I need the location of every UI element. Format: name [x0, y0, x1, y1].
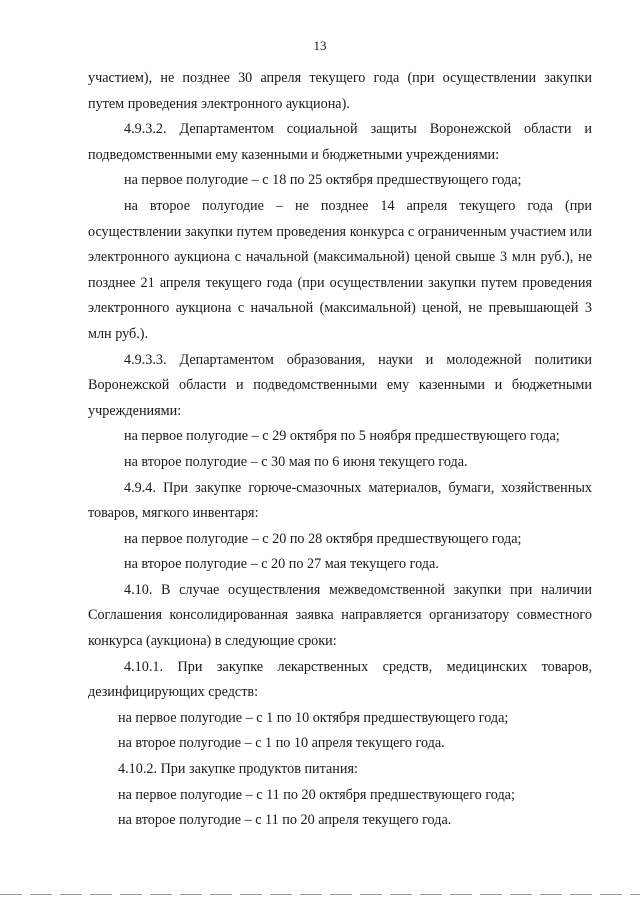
- clause-4-10-1-second-half: на второе полугодие – с 1 по 10 апреля текущего года.: [118, 735, 445, 752]
- clause-4-10-2-first-half: на первое полугодие – с 11 по 20 октября предшествующего года;: [118, 786, 515, 803]
- scan-edge-divider: [0, 894, 640, 895]
- clause-4-9-3-2-second-half: на второе полугодие – не позднее 14 апреля текущего года (при осуществлении закупки путем проведения конкурса с ограниченным участием или электронного аукциона с начальной (максимальной) ценой свыше 3 млн руб.), не позднее 21 апреля текущего года (при осуществлении закупки путем проведения электронного аукциона с начальной (максимальной) ценой, не превышающей 3 млн руб.).: [88, 197, 592, 342]
- clause-4-9-4-first-half: на первое полугодие – с 20 по 28 октября предшествующего года;: [124, 530, 522, 547]
- document-body: [88, 66, 592, 834]
- paragraph-continuation-line-1: участием), не позднее 30 апреля текущего года (при осуществлении закупки: [88, 70, 592, 86]
- clause-4-10-1-first-half: на первое полугодие – с 1 по 10 октября предшествующего года;: [118, 709, 509, 726]
- clause-4-9-3-3: 4.9.3.3. Департаментом образования, науки и молодежной политики Воронежской области и подведомственными ему казенными и бюджетными учреждениями:: [88, 351, 592, 419]
- clause-4-9-3-2-line-2: подведомственными ему казенными и бюджетными учреждениями:: [88, 146, 500, 163]
- clause-4-10-1: 4.10.1. При закупке лекарственных средств, медицинских товаров, дезинфицирующих средств:: [88, 658, 592, 701]
- clause-4-9-3-2-line-1: 4.9.3.2. Департаментом социальной защиты Воронежской области и: [124, 121, 592, 138]
- clause-4-9-4-second-half: на второе полугодие – с 20 по 27 мая текущего года.: [124, 556, 439, 573]
- paragraph-continuation-line-2: путем проведения электронного аукциона).: [88, 95, 350, 112]
- clause-4-9-3-3-first-half: на первое полугодие – с 29 октября по 5 ноября предшествующего года;: [124, 428, 560, 445]
- page-number: 13: [313, 38, 327, 53]
- clause-4-10-2-second-half: на второе полугодие – с 11 по 20 апреля текущего года.: [118, 812, 452, 829]
- clause-4-10-2: 4.10.2. При закупке продуктов питания:: [118, 761, 358, 778]
- clause-4-10: 4.10. В случае осуществления межведомственной закупки при наличии Соглашения консолидированная заявка направляется организатору совместного конкурса (аукциона) в следующие сроки:: [88, 581, 592, 650]
- clause-4-9-3-2-first-half: на первое полугодие – с 18 по 25 октября предшествующего года;: [124, 172, 522, 189]
- clause-4-9-4: 4.9.4. При закупке горюче-смазочных материалов, бумаги, хозяйственных товаров, мягкого инвентаря:: [88, 479, 592, 522]
- clause-4-9-3-3-second-half: на второе полугодие – с 30 мая по 6 июня текущего года.: [124, 453, 468, 470]
